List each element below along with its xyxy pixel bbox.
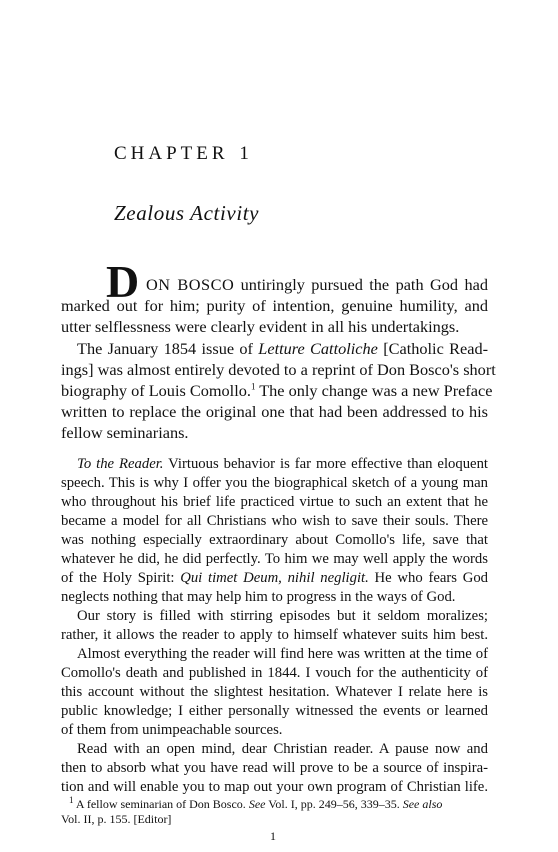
latin-quote: Qui timet Deum, nihil negligit.: [180, 570, 369, 586]
para2-line-3: [61, 381, 493, 401]
chapter-number: 1: [239, 143, 249, 164]
chapter-heading: [114, 143, 249, 165]
quote-text: He who fears God: [368, 570, 489, 586]
footnote-line-2: Vol. II, p. 155. [Editor]: [61, 812, 172, 826]
drop-cap: D: [106, 256, 140, 307]
quote-text: of the Holy Spirit:: [61, 570, 181, 586]
quote-line-1: [77, 456, 488, 473]
footnote-see: See: [248, 797, 266, 811]
quote-line-2: speech. This is why I offer you the biographical sketch of a young man: [61, 475, 488, 491]
opening-line-2: marked out for him; purity of intention, genuine humility, and: [61, 296, 488, 315]
quote-line-6: whatever he did, he did perfectly. To him we may well apply the words: [61, 551, 488, 567]
opening-line-3: utter selflessness were clearly evident in all his undertakings.: [61, 317, 460, 336]
chapter-title: Zealous Activity: [114, 201, 260, 225]
quote-line-9: Our story is filled with stirring episodes but it seldom moralizes;: [77, 608, 488, 624]
footnote-line-1: [69, 797, 442, 812]
quote-line-3: who throughout his brief life practiced virtue to such an extent that he: [61, 494, 488, 510]
chapter-label: CHAPTER: [114, 143, 229, 164]
quote-line-16: Read with an open mind, dear Christian reader. A pause now and: [77, 741, 488, 757]
quote-line-14: public knowledge; I either personally witnessed the events or learned: [61, 703, 488, 719]
footnote-number: 1: [69, 795, 74, 805]
footnote-text: Vol. I, pp. 249–56, 339–35.: [265, 797, 403, 811]
journal-title: Letture Cattoliche: [258, 339, 378, 358]
opening-line-1: [146, 275, 488, 295]
footnote-see-also: See also: [402, 797, 443, 811]
quote-line-4: became a model for all Christians who wish to save their souls. There: [61, 513, 488, 529]
para2-text: The January 1854 issue of: [77, 339, 259, 358]
quote-line-18: tion and will enable you to map out your own program of Christian life.: [61, 779, 488, 795]
quote-line-15: of them from unimpeachable sources.: [61, 722, 283, 738]
page-number: 1: [270, 829, 276, 843]
para2-line-2: ings] was almost entirely devoted to a reprint of Don Bosco's short: [61, 360, 496, 379]
quote-line-17: then to absorb what you have read will prove to be a source of inspira-: [61, 760, 488, 776]
para2-line-1: [77, 339, 488, 359]
quote-line-12: Comollo's death and published in 1844. I vouch for the authenticity of: [61, 665, 488, 681]
para2-line-5: fellow seminarians.: [61, 423, 189, 442]
footnote-marker: 1: [250, 381, 256, 392]
para2-text: [Catholic Read-: [377, 339, 489, 358]
quote-heading: To the Reader.: [77, 456, 164, 472]
quote-line-8: neglects nothing that may help him to progress in the ways of God.: [61, 589, 456, 605]
quote-line-13: this account without the slightest hesitation. Whatever I relate here is: [61, 684, 488, 700]
quote-line-5: was nothing especially extraordinary about Comollo's life, save that: [61, 532, 488, 548]
para2-line-4: written to replace the original one that had been addressed to his: [61, 402, 488, 421]
para2-text: biography of Louis Comollo.: [61, 381, 251, 400]
quote-line-7: [61, 570, 488, 587]
quote-line-10: rather, it allows the reader to apply to himself whatever suits him best.: [61, 627, 488, 643]
quote-text: Virtuous behavior is far more effective than eloquent: [163, 456, 488, 472]
footnote-text: A fellow seminarian of Don Bosco.: [73, 797, 249, 811]
opening-smallcaps: ON BOSCO: [146, 275, 235, 294]
opening-line-1-rest: untiringly pursued the path God had: [240, 275, 488, 294]
quote-line-11: Almost everything the reader will find here was written at the time of: [77, 646, 488, 662]
para2-text: The only change was a new Preface: [255, 381, 493, 400]
